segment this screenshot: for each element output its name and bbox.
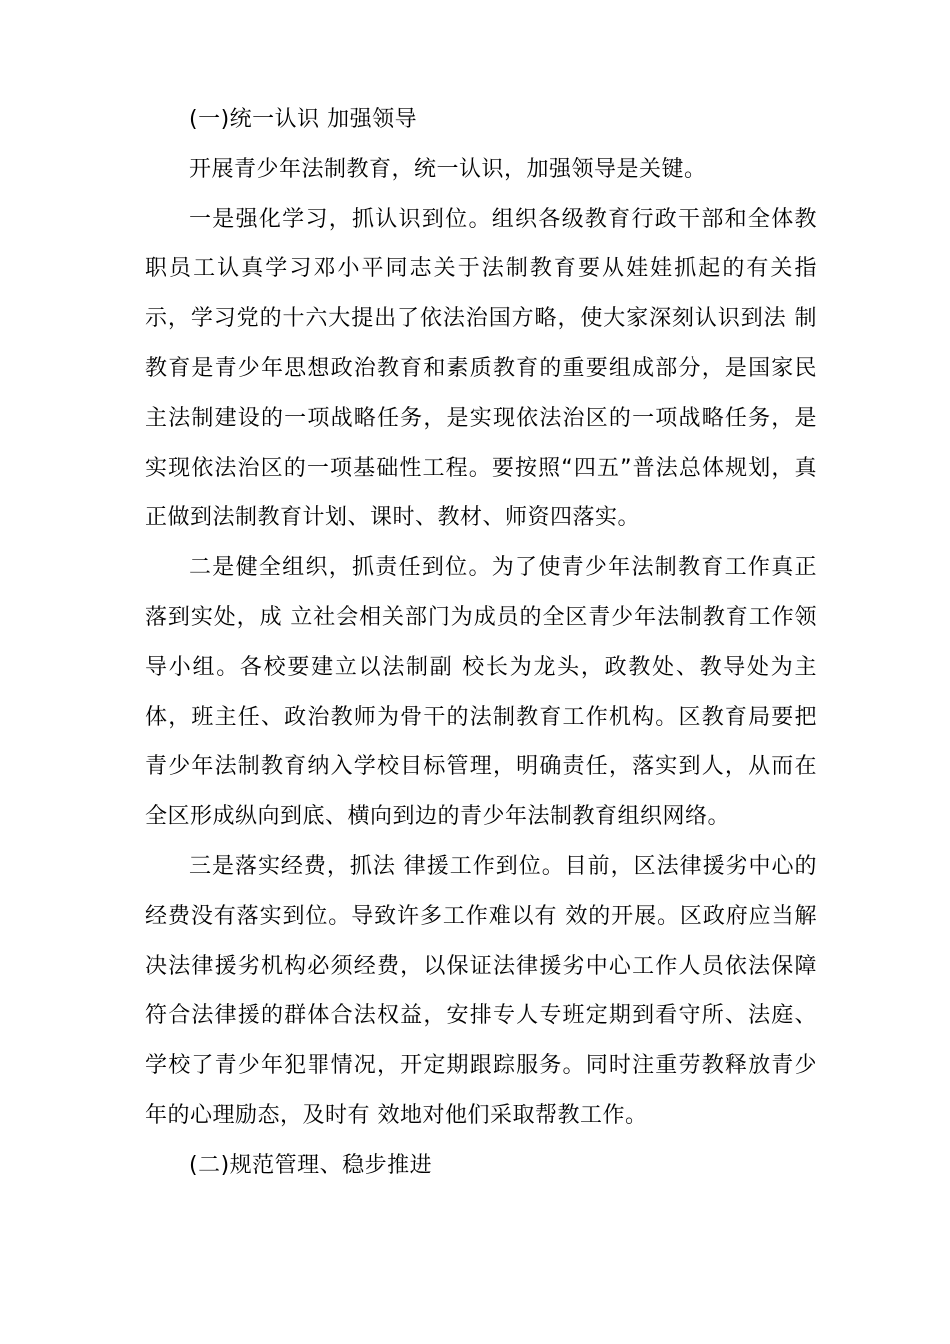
paragraph-organization: 二是健全组织，抓责任到位。为了使青少年法制教育工作真正落到实处，成 立社会相关部门为成员的全区青少年法制教育工作领导小组。各校要建立以法制副 校长为龙头，政教处、教导处为主体，班主任、政治教师为骨干的法制教育工作机构。区教育局要把青少年法制教育纳入学校目标管理，明确责任，落实到人，从而在全区形成纵向到底、横向到边的青少年法制教育组织网络。 (145, 555, 817, 830)
paragraph-study: 一是强化学习，抓认识到位。组织各级教育行政干部和全体教职员工认真学习邓小平同志关于法制教育要从娃娃抓起的有关指示，学习党的十六大提出了依法治国方略，使大家深刻认识到法 制教育是青少年思想政治教育和素质教育的重要组成部分，是国家民主法制建设的一项战略任务，是实现依法治区的一项战略任务，是实现依法治区的一项基础性工程。要按照“四五”普法总体规划，真正做到法制教育计划、课时、教材、师资四落实。 (145, 206, 817, 531)
paragraph-funding: 三是落实经费，抓法 律援工作到位。目前，区法律援劣中心的经费没有落实到位。导致许多工作难以有 效的开展。区政府应当解决法律援劣机构必须经费，以保证法律援劣中心工作人员依法保障符合法律援的群体合法权益，安排专人专班定期到看守所、法庭、学校了青少年犯罪情况，开定期跟踪服务。同时注重劳教释放青少年的心理励态，及时有 效地对他们采取帮教工作。 (145, 853, 817, 1128)
section-heading-1: (一)统一认识 加强领导 (189, 107, 418, 132)
section-heading-2: (二)规范管理、稳步推进 (189, 1152, 433, 1178)
document-body (145, 95, 817, 1191)
paragraph-intro: 开展青少年法制教育，统一认识，加强领导是关键。 (189, 156, 707, 182)
